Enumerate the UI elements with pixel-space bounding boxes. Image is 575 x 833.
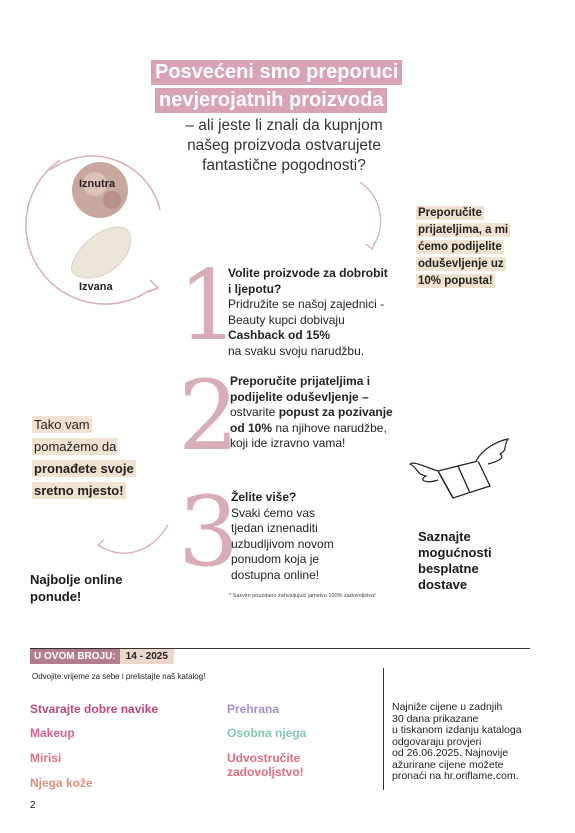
referral-badge-line: prijateljima, a mi — [418, 224, 509, 236]
step-1-number: 1 — [178, 250, 240, 362]
footnote: * Sasvim pouzdano zahvaljujući jamstvu 100% zadovoljstva! — [229, 593, 376, 599]
referral-badge-line: Preporučite — [418, 207, 482, 219]
step-2-title: Preporučite prijateljima i podijelite oduševljenje – — [230, 374, 371, 404]
category-link[interactable]: Stvarajte dobre navike — [30, 702, 159, 716]
step-2-strong: popust za pozivanje od 10% — [230, 405, 393, 435]
price-note-divider — [383, 668, 384, 790]
step-2-body: ostvarite — [230, 405, 276, 419]
price-note-line: u tiskanom izdanju kataloga — [392, 724, 522, 736]
curved-arrow — [350, 180, 390, 255]
left-note — [32, 414, 136, 502]
free-delivery-line: Saznajte — [418, 529, 471, 544]
price-note — [392, 702, 522, 783]
subtitle: – ali jeste li znali da kupnjom našeg proizvoda ostvarujete fantastične pogodnosti? — [185, 117, 383, 174]
issue-number: 14 - 2025 — [120, 649, 174, 664]
left-note-line: Tako vam — [34, 417, 90, 432]
step-1-title: Volite proizvode za dobrobit i ljepotu? — [228, 266, 388, 296]
step-3-text — [231, 490, 341, 583]
category-link[interactable]: Njega kože — [30, 776, 93, 790]
winged-gift-icon — [408, 436, 518, 511]
referral-badge-line: 10% popusta! — [418, 275, 493, 287]
step-2-body-end: na njihove narudžbe, koji ide izravno vama! — [230, 420, 387, 450]
page-number: 2 — [30, 800, 36, 811]
issue-intro: Odvojite vrijeme za sebe i prelistajte naš katalog! — [32, 672, 206, 681]
free-delivery-line: mogućnosti — [418, 545, 492, 560]
price-note-line: ažurirane cijene možete — [392, 758, 504, 771]
free-delivery — [418, 529, 492, 593]
category-link[interactable]: Udvostručite — [227, 751, 301, 765]
price-note-line: pronaći na hr.oriflame.com. — [392, 770, 519, 782]
step-3-body: Svaki ćemo vas tjedan iznenaditi uzbudljivom novom ponudom koja je dostupna online! — [231, 505, 334, 582]
outside-label: Izvana — [79, 281, 113, 293]
price-note-line: 30 dana prikazane — [392, 712, 479, 725]
step-3-title: Želite više? — [231, 490, 297, 504]
price-note-line: odgovaraju provjeri — [392, 735, 482, 748]
category-link[interactable]: Osobna njega — [227, 726, 307, 740]
inside-outside-circle — [0, 140, 200, 330]
issue-label: U OVOM BROJU: — [30, 649, 120, 664]
title-line-2: nevjerojatnih proizvoda — [155, 88, 387, 113]
left-note-line: pomažemo da — [34, 439, 117, 454]
free-delivery-line: besplatne — [418, 561, 479, 576]
referral-badge-line: ćemo podijelite — [418, 241, 502, 253]
category-link[interactable]: Prehrana — [227, 702, 280, 716]
step-1-body: Pridružite se našoj zajednici - Beauty kupci dobivaju — [228, 297, 385, 327]
left-note-line: pronađete svoje — [34, 461, 134, 476]
issue-bar — [30, 649, 174, 664]
step-3-number: 3 — [178, 476, 240, 588]
online-offers-line: Najbolje online — [30, 572, 123, 587]
category-link[interactable]: Mirisi — [30, 751, 62, 765]
offers-arrow — [90, 520, 170, 560]
referral-badge — [416, 205, 510, 290]
free-delivery-line: dostave — [418, 577, 468, 592]
category-link[interactable]: Makeup — [30, 726, 75, 740]
category-link[interactable]: zadovoljstvo! — [227, 765, 304, 779]
price-note-line: Najniže cijene u zadnjih — [392, 701, 503, 713]
online-offers-line: ponude! — [30, 589, 82, 604]
step-2-text — [230, 374, 405, 452]
inside-label: Iznutra — [79, 178, 116, 190]
step-1-text — [228, 266, 388, 359]
step-1-strong: Cashback od 15% — [228, 328, 331, 342]
title-line-1: Posvećeni smo preporuci — [151, 60, 402, 85]
step-2-number: 2 — [178, 360, 240, 472]
left-note-line: sretno mjesto! — [34, 483, 124, 498]
online-offers — [30, 571, 122, 605]
step-1-body-end: na svaku svoju narudžbu. — [228, 343, 365, 358]
price-note-line: od 26.06.2025. Najnovije — [392, 747, 509, 759]
referral-badge-line: oduševljenje uz — [418, 258, 504, 270]
